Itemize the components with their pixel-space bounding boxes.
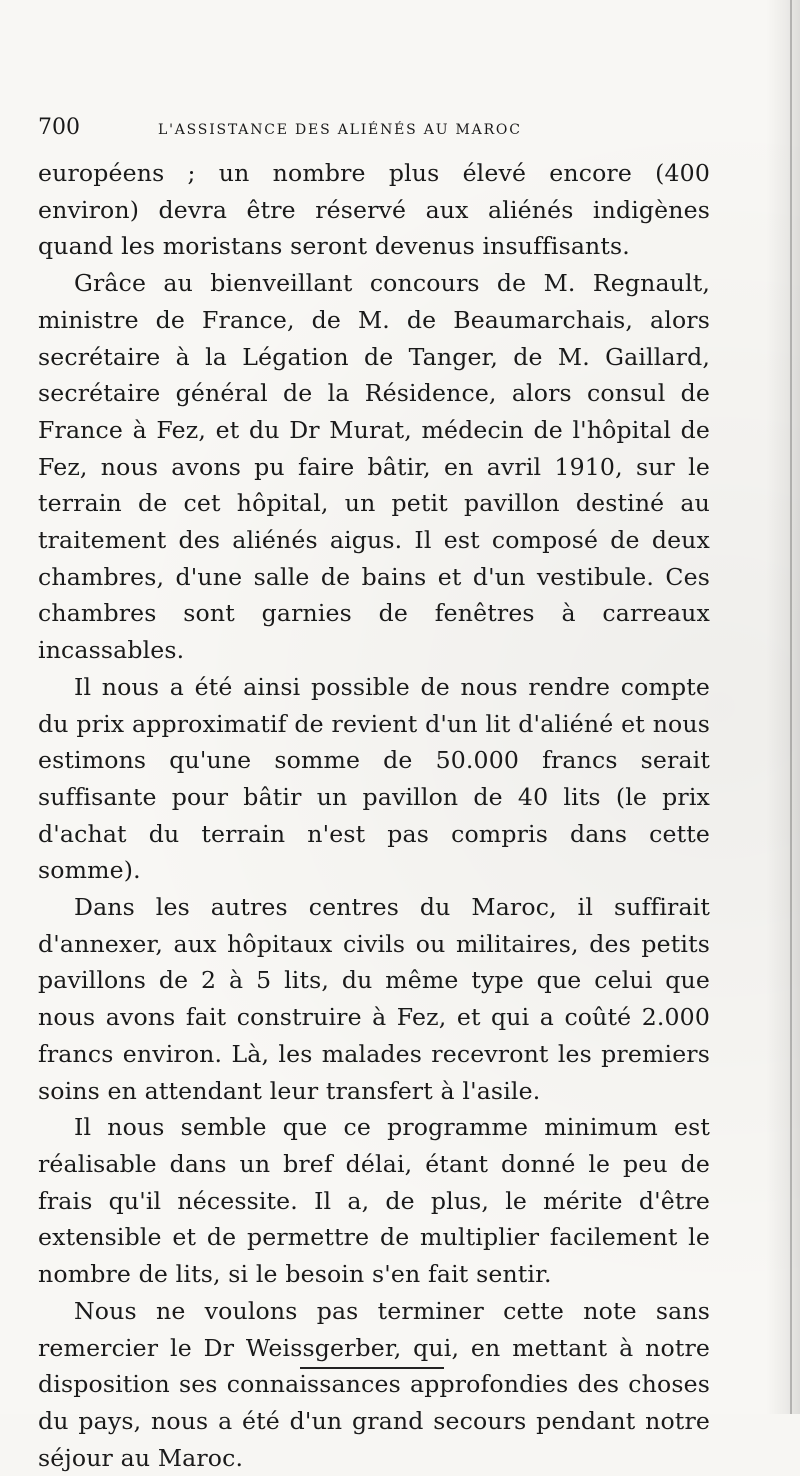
body-text [38,155,710,1476]
page-edge-shadow [766,0,800,1414]
page-edge-line [790,0,792,1414]
paragraph-5: Il nous semble que ce programme minimum est réalisable dans un bref délai, étant donné le peu de frais qu'il nécessite. Il a, de plus, le mérite d'être extensible et de permettre de multiplier facilement le nombre de lits, si le besoin s'en fait sentir. [38,1113,710,1289]
paragraph-1: européens ; un nombre plus élevé encore (400 environ) devra être réservé aux aliénés indigènes quand les moristans seront devenus insuffisants. [38,159,710,261]
page-header [38,113,738,143]
paragraph-6: Nous ne voulons pas terminer cette note sans remercier le Dr Weissgerber, qui, en mettant à notre disposition ses connaissances approfondies des choses du pays, nous a été d'un grand secours pendant notre séjour au Maroc. [38,1296,710,1472]
paragraph-4: Dans les autres centres du Maroc, il suffirait d'annexer, aux hôpitaux civils ou militaires, des petits pavillons de 2 à 5 lits, du même type que celui que nous avons fait construire à Fez, et qui a coûté 2.000 francs environ. Là, les malades recevront les premiers soins en attendant leur transfert à l'asile. [38,893,710,1105]
running-head: L'ASSISTANCE DES ALIÉNÉS AU MAROC [158,122,522,138]
page-number: 700 [38,115,80,140]
paragraph-3: Il nous a été ainsi possible de nous rendre compte du prix approximatif de revient d'un lit d'aliéné et nous estimons qu'une somme de 50.000 francs serait suffisante pour bâtir un pavillon de 40 lits (le prix d'achat du terrain n'est pas compris dans cette somme). [38,672,710,885]
end-rule [300,1367,444,1369]
paragraph-2: Grâce au bienveillant concours de M. Regnault, ministre de France, de M. de Beaumarchais, alors secrétaire à la Légation de Tanger, de M. Gaillard, secrétaire général de la Résidence, alors consul de France à Fez, et du Dr Murat, médecin de l'hôpital de Fez, nous avons pu faire bâtir, en avril 1910, sur le terrain de cet hôpital, un petit pavillon destiné au traitement des aliénés aigus. Il est composé de deux chambres, d'une salle de bains et d'un vestibule. Ces chambres sont garnies de fenêtres à carreaux incassables. [38,269,710,665]
